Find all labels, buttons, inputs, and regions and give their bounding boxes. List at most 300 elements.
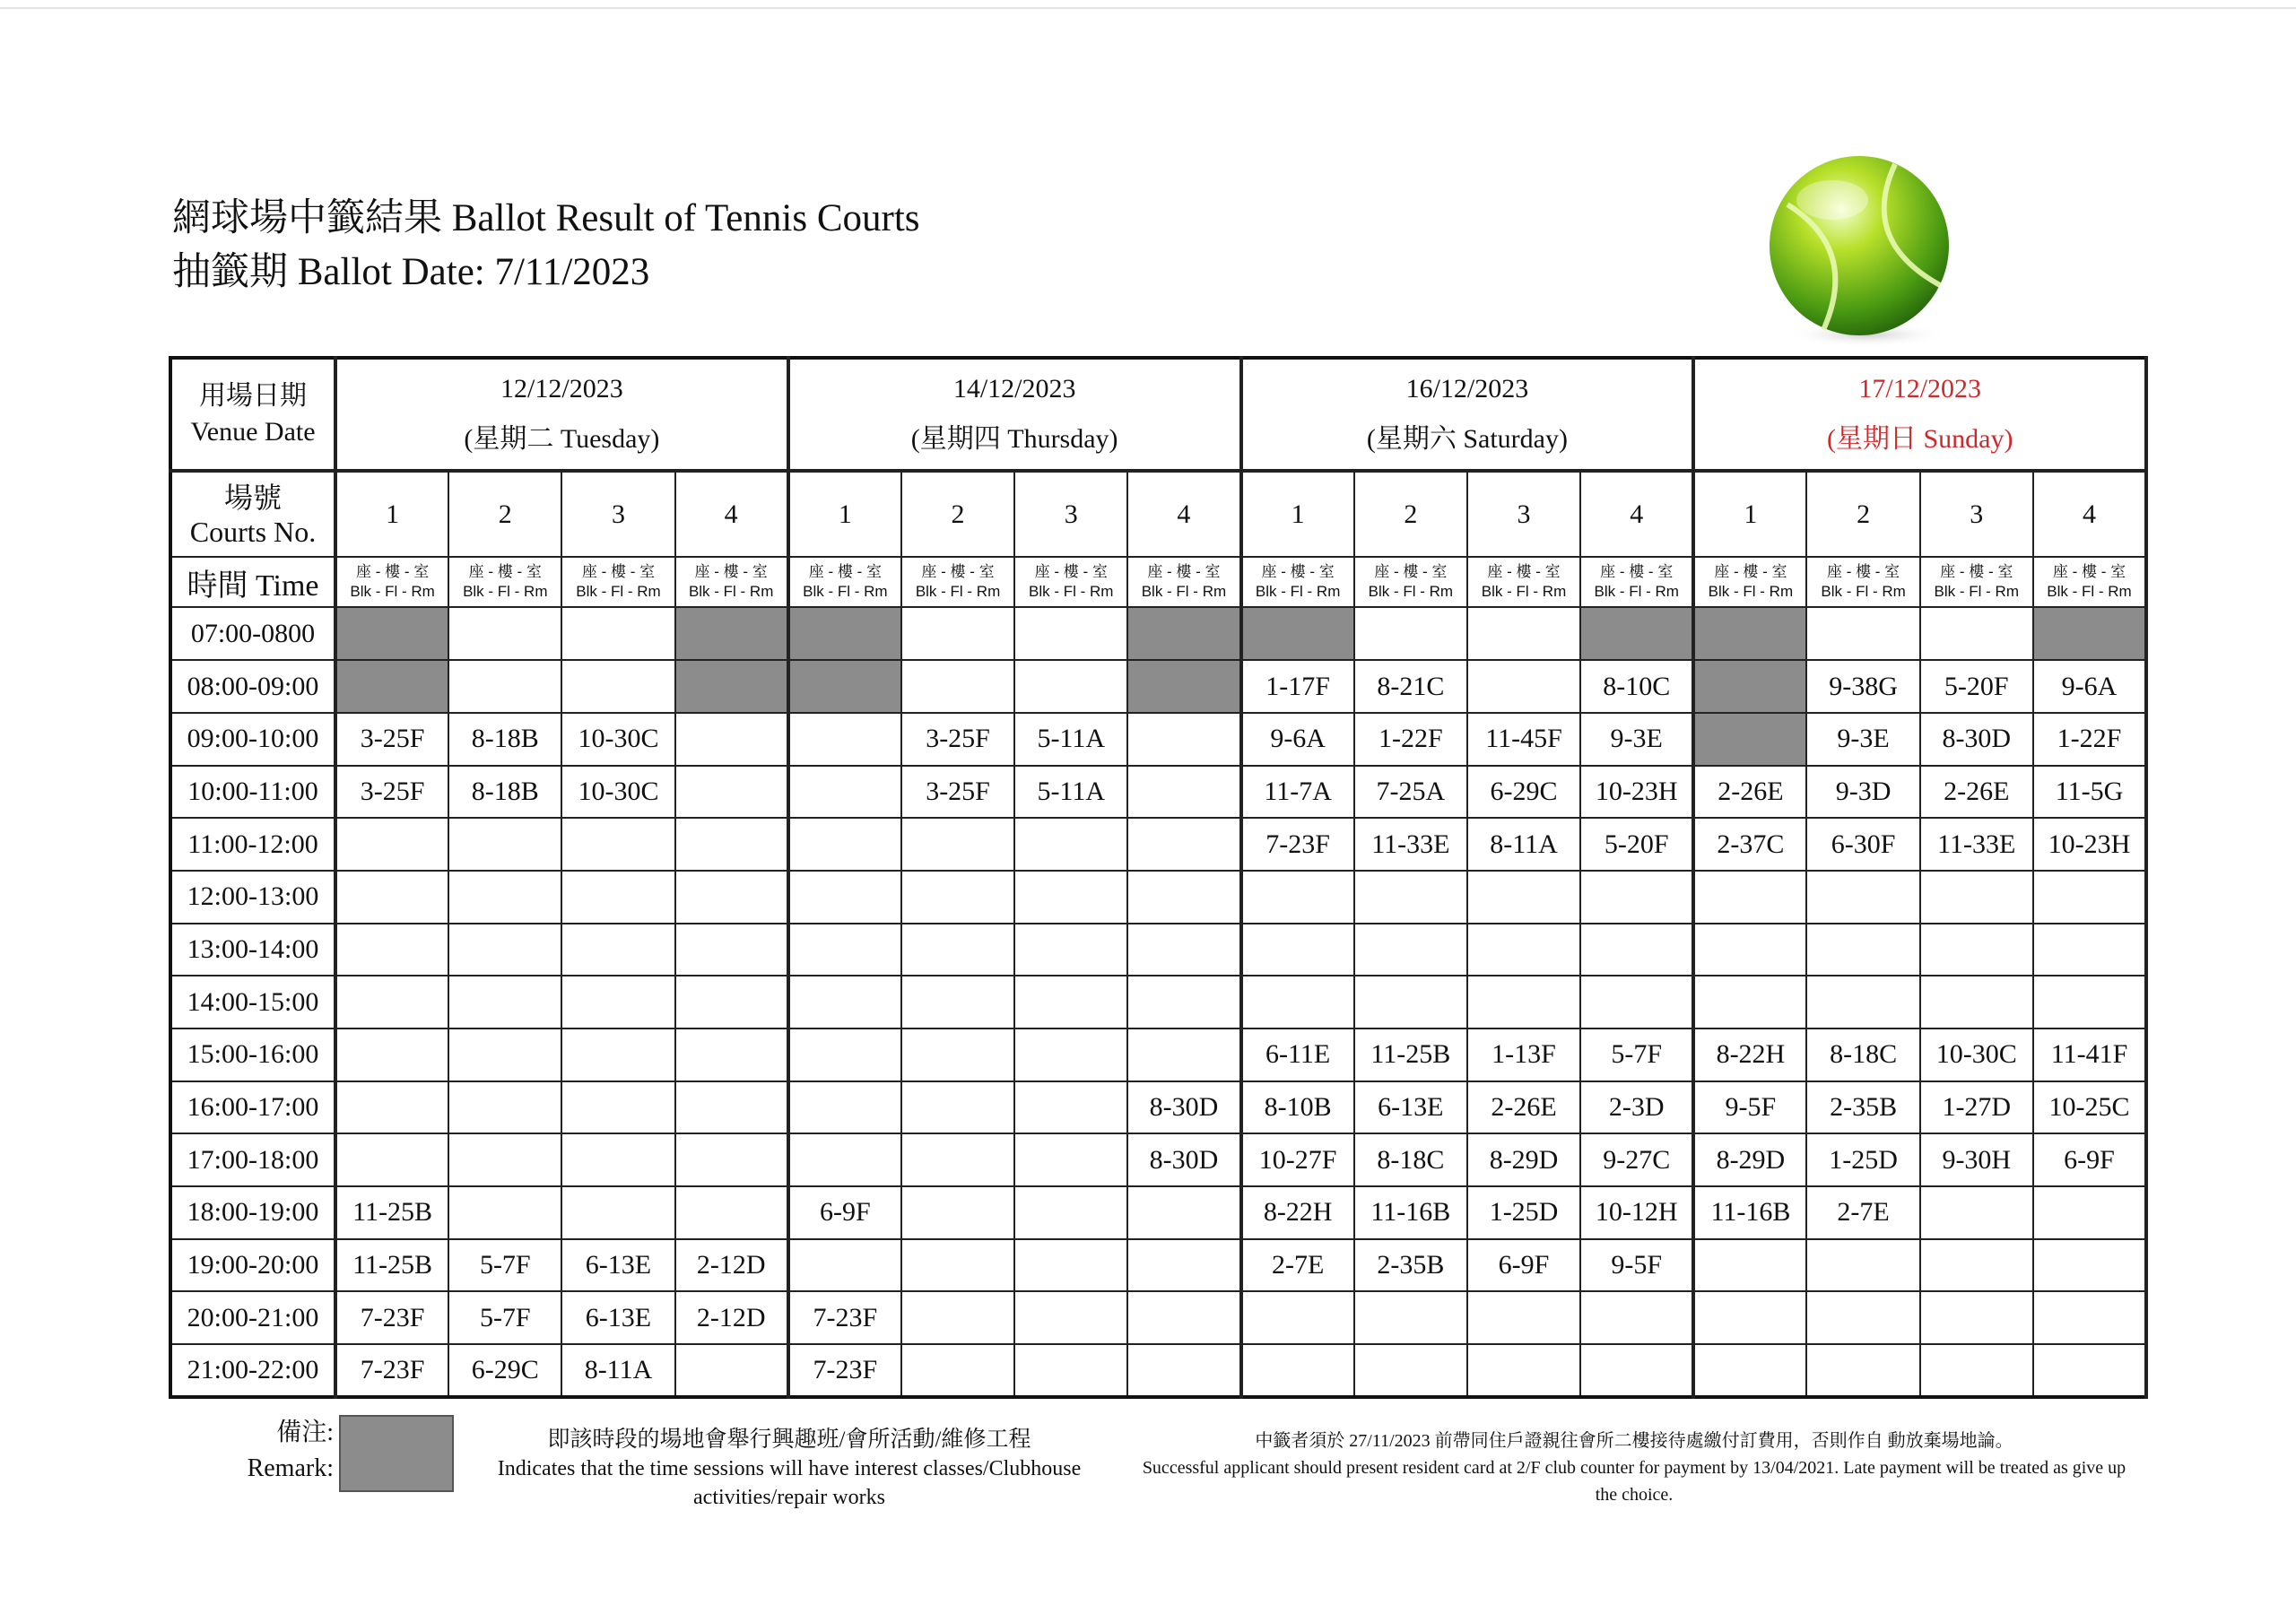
result-cell: 11-25B	[335, 1186, 448, 1239]
court-number-2-1: 1	[788, 471, 901, 557]
result-cell	[788, 924, 901, 976]
result-cell	[1467, 660, 1580, 713]
result-cell: 6-13E	[561, 1239, 674, 1292]
result-cell	[561, 607, 674, 660]
result-cell	[1920, 1239, 2033, 1292]
result-cell: 10-12H	[1580, 1186, 1693, 1239]
payment-note-zh: 中籤者須於 27/11/2023 前帶同住戶證親往會所二樓接待處繳付訂費用，否則作自 動放棄場地論。	[1255, 1431, 2013, 1451]
blk-fl-rm-zh: 座 - 樓 - 室	[1600, 563, 1674, 581]
reserved-cell	[1693, 713, 1806, 766]
blk-fl-rm-en: Blk - Fl - Rm	[1481, 583, 1567, 601]
result-cell	[901, 1081, 1014, 1134]
time-slot: 12:00-13:00	[170, 871, 335, 924]
result-cell: 2-7E	[1241, 1239, 1354, 1292]
result-cell	[1014, 1239, 1127, 1292]
remark-description	[466, 1426, 1112, 1512]
result-cell: 11-45F	[1467, 713, 1580, 766]
result-cell: 5-7F	[1580, 1028, 1693, 1081]
payment-note-en: Successful applicant should present resident card at 2/F club counter for payment by 13/04/2021. Late payment will be treated as give up the choice.	[1142, 1458, 2126, 1505]
result-cell	[675, 1344, 788, 1397]
courts-label	[170, 471, 335, 557]
result-cell	[1241, 924, 1354, 976]
result-cell: 8-18C	[1806, 1028, 1919, 1081]
result-cell	[1127, 1239, 1240, 1292]
result-cell: 1-17F	[1241, 660, 1354, 713]
result-cell	[1920, 1291, 2033, 1344]
result-cell: 2-37C	[1693, 818, 1806, 871]
result-cell	[901, 1028, 1014, 1081]
result-cell: 6-30F	[1806, 818, 1919, 871]
blk-fl-rm-en: Blk - Fl - Rm	[1821, 583, 1906, 601]
reserved-cell	[1127, 660, 1240, 713]
result-cell	[901, 660, 1014, 713]
result-cell	[1806, 607, 1919, 660]
result-cell	[335, 1133, 448, 1186]
result-cell	[788, 1028, 901, 1081]
ballot-table	[169, 356, 2148, 1399]
result-cell: 1-13F	[1467, 1028, 1580, 1081]
blk-fl-rm-header	[448, 557, 561, 607]
result-cell	[1920, 607, 2033, 660]
date-header-row	[170, 358, 2146, 471]
result-cell	[1467, 924, 1580, 976]
result-cell: 3-25F	[335, 713, 448, 766]
table-row	[170, 871, 2146, 924]
result-cell	[788, 1239, 901, 1292]
result-cell	[448, 660, 561, 713]
result-cell	[901, 1291, 1014, 1344]
time-slot: 21:00-22:00	[170, 1344, 335, 1397]
result-cell	[561, 818, 674, 871]
result-cell	[788, 976, 901, 1028]
result-cell: 2-35B	[1806, 1081, 1919, 1134]
result-cell: 9-30H	[1920, 1133, 2033, 1186]
result-cell	[561, 976, 674, 1028]
table-row	[170, 1133, 2146, 1186]
court-number-4-3: 3	[1920, 471, 2033, 557]
result-cell: 7-23F	[1241, 818, 1354, 871]
remark-label-en: Remark:	[247, 1454, 334, 1482]
result-cell	[1014, 1081, 1127, 1134]
result-cell: 5-11A	[1014, 713, 1127, 766]
result-cell	[1127, 1028, 1240, 1081]
blk-fl-rm-zh: 座 - 樓 - 室	[1487, 563, 1561, 581]
result-cell: 7-23F	[788, 1291, 901, 1344]
result-cell: 1-22F	[2033, 713, 2146, 766]
result-cell	[675, 1028, 788, 1081]
time-slot: 14:00-15:00	[170, 976, 335, 1028]
result-cell	[448, 1081, 561, 1134]
result-cell	[335, 818, 448, 871]
result-cell	[1354, 871, 1467, 924]
tennis-ball-icon	[1761, 151, 1967, 352]
result-cell: 7-25A	[1354, 766, 1467, 819]
reserved-cell	[335, 660, 448, 713]
result-cell	[335, 976, 448, 1028]
blk-fl-rm-header	[675, 557, 788, 607]
table-row	[170, 1344, 2146, 1397]
reserved-cell	[1127, 607, 1240, 660]
blk-fl-rm-zh: 座 - 樓 - 室	[1826, 563, 1900, 581]
result-cell: 2-7E	[1806, 1186, 1919, 1239]
result-cell	[788, 871, 901, 924]
result-cell	[901, 1186, 1014, 1239]
reserved-cell	[2033, 607, 2146, 660]
time-slot: 09:00-10:00	[170, 713, 335, 766]
result-cell: 6-9F	[2033, 1133, 2146, 1186]
court-number-4-1: 1	[1693, 471, 1806, 557]
result-cell	[1920, 1344, 2033, 1397]
result-cell: 11-16B	[1693, 1186, 1806, 1239]
result-cell	[1127, 1344, 1240, 1397]
result-cell	[1693, 1239, 1806, 1292]
result-cell	[1920, 976, 2033, 1028]
remark-label	[233, 1415, 334, 1487]
court-number-1-2: 2	[448, 471, 561, 557]
result-cell	[1580, 924, 1693, 976]
result-cell	[561, 1186, 674, 1239]
result-cell: 8-30D	[1920, 713, 2033, 766]
blk-fl-rm-en: Blk - Fl - Rm	[1934, 583, 2019, 601]
result-cell: 11-16B	[1354, 1186, 1467, 1239]
result-cell: 1-25D	[1806, 1133, 1919, 1186]
venue-date-label	[170, 358, 335, 471]
result-cell	[2033, 1291, 2146, 1344]
result-cell: 2-35B	[1354, 1239, 1467, 1292]
courts-number-row	[170, 471, 2146, 557]
result-cell: 2-26E	[1920, 766, 2033, 819]
result-cell	[1693, 871, 1806, 924]
result-cell	[675, 1186, 788, 1239]
blk-fl-rm-header	[1127, 557, 1240, 607]
table-row	[170, 607, 2146, 660]
result-cell: 2-12D	[675, 1291, 788, 1344]
date-header-1	[335, 358, 788, 471]
blk-fl-rm-zh: 座 - 樓 - 室	[1714, 563, 1787, 581]
result-cell: 8-22H	[1241, 1186, 1354, 1239]
result-cell	[1014, 1028, 1127, 1081]
result-cell	[1127, 924, 1240, 976]
venue-date-en: Venue Date	[190, 417, 316, 447]
result-cell	[788, 1081, 901, 1134]
result-cell	[1693, 1291, 1806, 1344]
result-cell: 9-6A	[2033, 660, 2146, 713]
result-cell	[1467, 607, 1580, 660]
result-cell: 2-12D	[675, 1239, 788, 1292]
courts-zh: 場號	[223, 481, 282, 514]
result-cell: 6-29C	[1467, 766, 1580, 819]
result-cell	[1354, 1291, 1467, 1344]
result-cell: 11-41F	[2033, 1028, 2146, 1081]
result-cell: 9-38G	[1806, 660, 1919, 713]
result-cell: 8-10C	[1580, 660, 1693, 713]
time-slot: 19:00-20:00	[170, 1239, 335, 1292]
result-cell	[2033, 871, 2146, 924]
result-cell: 5-11A	[1014, 766, 1127, 819]
result-cell	[675, 976, 788, 1028]
result-cell	[1467, 1291, 1580, 1344]
result-cell: 8-30D	[1127, 1081, 1240, 1134]
table-row	[170, 818, 2146, 871]
result-cell	[448, 976, 561, 1028]
blk-fl-rm-zh: 座 - 樓 - 室	[921, 563, 995, 581]
day-4: (星期日 Sunday)	[1826, 424, 2013, 455]
blk-fl-rm-zh: 座 - 樓 - 室	[355, 563, 430, 581]
blk-fl-rm-zh: 座 - 樓 - 室	[694, 563, 768, 581]
result-cell: 6-9F	[1467, 1239, 1580, 1292]
result-cell	[675, 766, 788, 819]
reserved-cell	[1241, 607, 1354, 660]
result-cell	[1580, 1291, 1693, 1344]
reserved-cell	[788, 607, 901, 660]
blk-fl-rm-header	[1014, 557, 1127, 607]
result-cell: 9-5F	[1580, 1239, 1693, 1292]
result-cell	[1014, 924, 1127, 976]
result-cell: 10-23H	[2033, 818, 2146, 871]
table-row	[170, 1291, 2146, 1344]
result-cell	[561, 1028, 674, 1081]
result-cell: 7-23F	[788, 1344, 901, 1397]
result-cell	[561, 871, 674, 924]
result-cell: 8-18B	[448, 713, 561, 766]
result-cell	[561, 1081, 674, 1134]
blk-fl-rm-header	[788, 557, 901, 607]
result-cell: 3-25F	[901, 713, 1014, 766]
result-cell	[1241, 1291, 1354, 1344]
time-slot: 07:00-0800	[170, 607, 335, 660]
result-cell: 11-7A	[1241, 766, 1354, 819]
blk-fl-rm-header	[1467, 557, 1580, 607]
blk-fl-rm-header	[1580, 557, 1693, 607]
reserved-cell	[675, 660, 788, 713]
date-header-2	[788, 358, 1241, 471]
result-cell	[901, 924, 1014, 976]
blk-fl-rm-en: Blk - Fl - Rm	[1594, 583, 1679, 601]
result-cell: 9-3E	[1580, 713, 1693, 766]
blk-fl-rm-zh: 座 - 樓 - 室	[1147, 563, 1221, 581]
result-cell	[2033, 1344, 2146, 1397]
court-number-3-2: 2	[1354, 471, 1467, 557]
result-cell: 9-5F	[1693, 1081, 1806, 1134]
court-number-1-1: 1	[335, 471, 448, 557]
reserved-cell	[1693, 660, 1806, 713]
court-number-2-3: 3	[1014, 471, 1127, 557]
result-cell: 11-33E	[1920, 818, 2033, 871]
result-cell: 9-6A	[1241, 713, 1354, 766]
day-3: (星期六 Saturday)	[1366, 424, 1568, 455]
result-cell	[1354, 976, 1467, 1028]
blk-fl-rm-zh: 座 - 樓 - 室	[1034, 563, 1108, 581]
court-number-4-2: 2	[1806, 471, 1919, 557]
result-cell	[1806, 976, 1919, 1028]
time-slot: 10:00-11:00	[170, 766, 335, 819]
result-cell	[1354, 1344, 1467, 1397]
reserved-cell	[1693, 607, 1806, 660]
result-cell	[561, 660, 674, 713]
blk-fl-rm-zh: 座 - 樓 - 室	[1940, 563, 2013, 581]
blk-fl-rm-header	[1806, 557, 1919, 607]
result-cell	[335, 871, 448, 924]
result-cell: 8-21C	[1354, 660, 1467, 713]
date-4: 17/12/2023	[1858, 374, 1982, 404]
result-cell: 3-25F	[335, 766, 448, 819]
blk-fl-rm-header	[1693, 557, 1806, 607]
result-cell: 11-25B	[335, 1239, 448, 1292]
result-cell	[2033, 1239, 2146, 1292]
table-row	[170, 924, 2146, 976]
blk-fl-rm-header	[561, 557, 674, 607]
result-cell: 6-11E	[1241, 1028, 1354, 1081]
date-3: 16/12/2023	[1405, 374, 1529, 404]
result-cell: 6-13E	[1354, 1081, 1467, 1134]
result-cell: 9-3D	[1806, 766, 1919, 819]
result-cell	[335, 1028, 448, 1081]
result-cell	[675, 1133, 788, 1186]
result-cell	[2033, 924, 2146, 976]
court-number-3-3: 3	[1467, 471, 1580, 557]
time-slot: 17:00-18:00	[170, 1133, 335, 1186]
result-cell	[2033, 976, 2146, 1028]
result-cell	[1014, 1133, 1127, 1186]
result-cell: 6-9F	[788, 1186, 901, 1239]
result-cell	[448, 818, 561, 871]
result-cell: 8-22H	[1693, 1028, 1806, 1081]
result-cell	[901, 976, 1014, 1028]
result-cell	[1127, 1186, 1240, 1239]
court-number-2-4: 4	[1127, 471, 1240, 557]
result-cell: 5-7F	[448, 1291, 561, 1344]
time-header-row	[170, 557, 2146, 607]
result-cell	[1580, 976, 1693, 1028]
result-cell: 11-25B	[1354, 1028, 1467, 1081]
result-cell	[788, 766, 901, 819]
blk-fl-rm-header	[1920, 557, 2033, 607]
time-label: 時間 Time	[170, 557, 335, 607]
result-cell	[1127, 766, 1240, 819]
scan-edge-line	[0, 7, 2296, 9]
result-cell	[448, 607, 561, 660]
result-cell: 7-23F	[335, 1344, 448, 1397]
table-row	[170, 1239, 2146, 1292]
court-number-3-4: 4	[1580, 471, 1693, 557]
date-header-4	[1693, 358, 2146, 471]
result-cell	[788, 1133, 901, 1186]
remark-desc-en: Indicates that the time sessions will have interest classes/Clubhouse activities/repair works	[497, 1457, 1082, 1509]
time-slot: 16:00-17:00	[170, 1081, 335, 1134]
result-cell: 8-29D	[1467, 1133, 1580, 1186]
result-cell	[561, 1133, 674, 1186]
result-cell: 6-13E	[561, 1291, 674, 1344]
blk-fl-rm-zh: 座 - 樓 - 室	[808, 563, 882, 581]
blk-fl-rm-en: Blk - Fl - Rm	[1029, 583, 1114, 601]
result-cell	[1920, 924, 2033, 976]
blk-fl-rm-en: Blk - Fl - Rm	[1368, 583, 1454, 601]
result-cell	[901, 607, 1014, 660]
time-slot: 08:00-09:00	[170, 660, 335, 713]
venue-date-zh: 用場日期	[199, 381, 307, 412]
result-cell: 10-23H	[1580, 766, 1693, 819]
date-header-3	[1241, 358, 1694, 471]
result-cell	[1806, 1291, 1919, 1344]
day-1: (星期二 Tuesday)	[464, 424, 660, 455]
result-cell	[1014, 1291, 1127, 1344]
table-row	[170, 766, 2146, 819]
result-cell	[448, 1186, 561, 1239]
table-row	[170, 660, 2146, 713]
table-row	[170, 1028, 2146, 1081]
result-cell	[1127, 1291, 1240, 1344]
result-cell	[675, 1081, 788, 1134]
result-cell	[1014, 660, 1127, 713]
result-cell: 5-7F	[448, 1239, 561, 1292]
time-slot: 20:00-21:00	[170, 1291, 335, 1344]
result-cell	[1920, 1186, 2033, 1239]
result-cell	[1014, 871, 1127, 924]
result-cell: 1-25D	[1467, 1186, 1580, 1239]
result-cell	[1467, 976, 1580, 1028]
remark-shade-swatch	[339, 1415, 454, 1492]
courts-en: Courts No.	[189, 515, 317, 548]
result-cell	[901, 1239, 1014, 1292]
result-cell: 5-20F	[1920, 660, 2033, 713]
result-cell	[1014, 818, 1127, 871]
blk-fl-rm-header	[1354, 557, 1467, 607]
result-cell: 8-10B	[1241, 1081, 1354, 1134]
result-cell	[335, 1081, 448, 1134]
result-cell	[1693, 976, 1806, 1028]
blk-fl-rm-zh: 座 - 樓 - 室	[581, 563, 656, 581]
result-cell: 11-5G	[2033, 766, 2146, 819]
result-cell	[901, 818, 1014, 871]
blk-fl-rm-en: Blk - Fl - Rm	[915, 583, 1001, 601]
result-cell: 10-30C	[561, 713, 674, 766]
time-slot: 13:00-14:00	[170, 924, 335, 976]
court-number-1-4: 4	[675, 471, 788, 557]
result-cell: 8-11A	[561, 1344, 674, 1397]
result-cell: 11-33E	[1354, 818, 1467, 871]
result-cell	[448, 871, 561, 924]
table-row	[170, 713, 2146, 766]
result-cell	[675, 924, 788, 976]
result-cell	[1014, 1344, 1127, 1397]
result-cell	[1693, 924, 1806, 976]
reserved-cell	[335, 607, 448, 660]
remark-label-zh: 備注:	[276, 1419, 334, 1446]
date-1: 12/12/2023	[500, 374, 623, 404]
result-cell	[1127, 871, 1240, 924]
blk-fl-rm-zh: 座 - 樓 - 室	[468, 563, 542, 581]
blk-fl-rm-en: Blk - Fl - Rm	[1141, 583, 1227, 601]
reserved-cell	[675, 607, 788, 660]
blk-fl-rm-en: Blk - Fl - Rm	[2047, 583, 2132, 601]
result-cell: 9-27C	[1580, 1133, 1693, 1186]
result-cell	[1354, 924, 1467, 976]
result-cell: 8-18B	[448, 766, 561, 819]
result-cell	[788, 818, 901, 871]
result-cell	[1467, 871, 1580, 924]
result-cell	[1580, 871, 1693, 924]
result-cell: 8-18C	[1354, 1133, 1467, 1186]
date-2: 14/12/2023	[952, 374, 1076, 404]
result-cell	[1014, 607, 1127, 660]
result-cell: 2-26E	[1467, 1081, 1580, 1134]
blk-fl-rm-en: Blk - Fl - Rm	[350, 583, 435, 601]
result-cell	[1806, 924, 1919, 976]
result-cell	[2033, 1186, 2146, 1239]
blk-fl-rm-header	[335, 557, 448, 607]
court-number-1-3: 3	[561, 471, 674, 557]
page-title: 網球場中籤結果 Ballot Result of Tennis Courts	[172, 197, 920, 239]
